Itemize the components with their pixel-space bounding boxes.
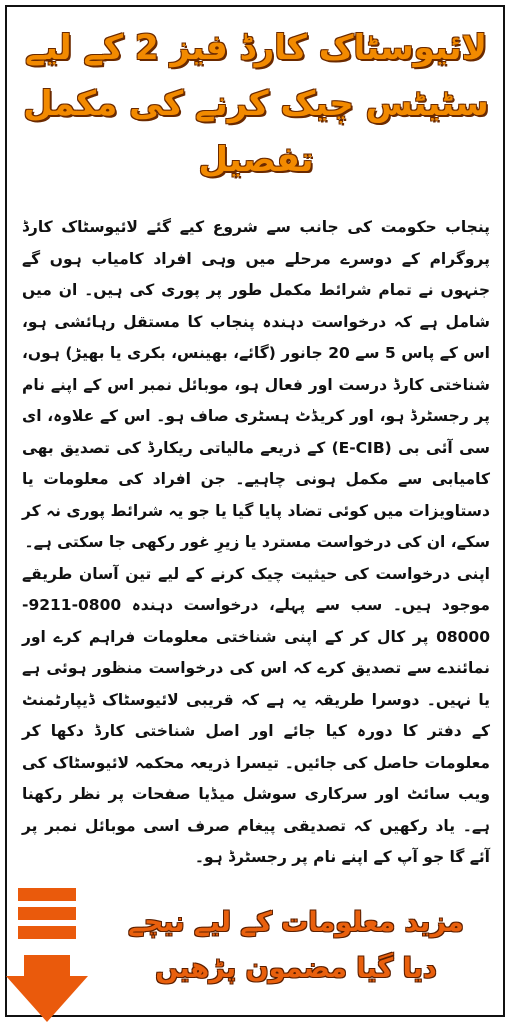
arrow-head: [6, 976, 88, 1022]
call-to-action: [96, 900, 496, 1000]
headline-line-2: سٹیٹس چیک کرنے کی مکمل: [23, 84, 489, 124]
article-body: [22, 212, 490, 902]
headline: [20, 20, 492, 190]
article-paragraph-status-check: اپنی درخواست کی حیثیت چیک کرنے کے لیے تین آسان طریقے موجود ہیں۔ سب سے پہلے، درخواست دہندہ 0800-9211-08000 پر کال کر کے اپنی شناختی معلومات فراہم کرے اور نمائندے سے تصدیق کرے کہ اس کی درخواست منظور ہوئی ہے یا نہیں۔ دوسرا طریقہ یہ ہے کہ قریبی لائیوسٹاک ڈیپارٹمنٹ کے دفتر کا دورہ کیا جائے اور اصل شناختی کارڈ دکھا کر معلومات حاصل کی جائیں۔ تیسرا ذریعہ محکمہ لائیوسٹاک کی ویب سائٹ اور سرکاری سوشل میڈیا صفحات پر نظر رکھنا ہے۔ یاد رکھیں کہ تصدیقی پیغام صرف اسی موبائل نمبر پر آئے گا جو آپ کے اپنے نام پر رجسٹرڈ ہو۔: [22, 564, 490, 866]
arrow-stripe: [18, 907, 76, 920]
arrow-stripe: [18, 888, 76, 901]
headline-line-3: تفصیل: [198, 140, 314, 180]
article-paragraph-eligibility: پنجاب حکومت کی جانب سے شروع کیے گئے لائیوسٹاک کارڈ پروگرام کے دوسرے مرحلے میں وہی افراد کامیاب ہوں گے جنہوں نے تمام شرائط مکمل طور پر پوری کی ہیں۔ ان میں شامل ہے کہ درخواست دہندہ پنجاب کا مستقل رہائشی ہو، اس کے پاس 5 سے 20 جانور (گائے، بھینس، بکری یا بھیڑ) ہوں، شناختی کارڈ درست اور فعال ہو، موبائل نمبر اس کے اپنے نام پر رجسٹرڈ ہو، اور کریڈٹ ہسٹری صاف ہو۔ اس کے علاوہ، ای سی آئی بی (E-CIB) کے ذریعے مالیاتی ریکارڈ کی تصدیق بھی کامیابی سے مکمل ہونی چاہیے۔ جن افراد کی معلومات یا دستاویزات میں کوئی تضاد پایا گیا یا جو یہ شرائط پوری نہ کر سکے، ان کی درخواست مسترد یا زیرِ غور رکھی جا سکتی ہے۔: [22, 218, 490, 551]
arrow-stripe: [18, 926, 76, 939]
cta-line-2: دیا گیا مضمون پڑھیں: [155, 953, 437, 984]
arrow-stem: [24, 955, 70, 977]
headline-line-1: لائیوسٹاک کارڈ فیز 2 کے لیے: [25, 28, 487, 68]
cta-line-1: مزید معلومات کے لیے نیچے: [128, 907, 464, 938]
